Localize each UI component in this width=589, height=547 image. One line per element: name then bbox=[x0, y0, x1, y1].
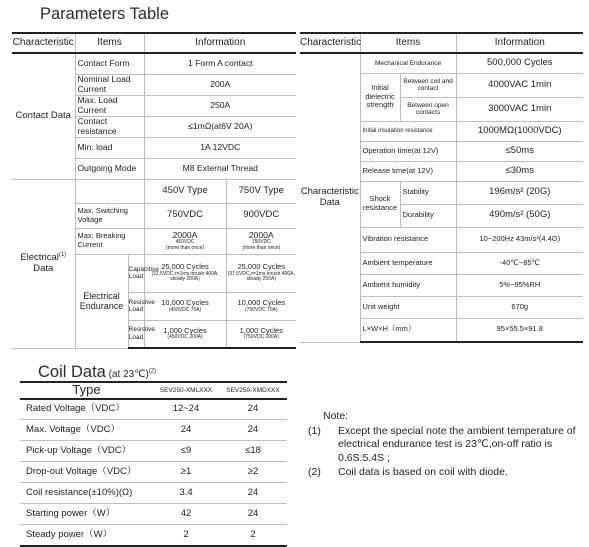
row-value-a: 42 bbox=[153, 504, 219, 525]
row-label: Nominal Load Current bbox=[75, 74, 144, 95]
table-row bbox=[20, 399, 287, 420]
row-value: 670g bbox=[456, 296, 583, 318]
row-label: Starting power（W） bbox=[20, 504, 153, 525]
row-value: ≤50ms bbox=[456, 141, 583, 161]
row-label: Ambient humidity bbox=[360, 274, 456, 296]
resistive1-750: 10,000 Cycles (750VDC 70A) bbox=[226, 292, 296, 320]
note-number: (1) bbox=[308, 424, 321, 437]
row-label: Max. Switching Voltage bbox=[75, 203, 144, 228]
table-row bbox=[20, 504, 287, 525]
coil-data-table bbox=[20, 381, 287, 547]
resistive2-450: 1,000 Cycles (450VDC 200A) bbox=[144, 320, 226, 348]
table-row bbox=[12, 179, 296, 203]
note-number: (2) bbox=[308, 465, 321, 478]
header-information: Information bbox=[456, 33, 583, 53]
row-label: Coil resistance(±10%)(Ω) bbox=[20, 483, 153, 504]
header-items: Items bbox=[360, 33, 456, 53]
note-item bbox=[308, 425, 586, 466]
row-value-b: 24 bbox=[219, 483, 287, 504]
resistive-load-label: Resistive Load bbox=[128, 292, 144, 320]
row-value: 490m/s² (50G) bbox=[456, 204, 583, 227]
table-row bbox=[20, 483, 287, 504]
row-value-b: 24 bbox=[219, 399, 287, 420]
note-item bbox=[308, 466, 586, 480]
row-label: Vibration resistance bbox=[360, 227, 456, 252]
row-label: Unit weight bbox=[360, 296, 456, 318]
row-value: 1A 12VDC bbox=[144, 137, 296, 158]
row-value-b: 24 bbox=[219, 420, 287, 441]
row-label: Drop-out Voltage（VDC） bbox=[20, 462, 153, 483]
row-label: Rated Voltage（VDC） bbox=[20, 399, 153, 420]
breaking-750: 2000A 750VDC (more than once) bbox=[226, 228, 296, 254]
table-row bbox=[12, 53, 296, 74]
row-label: Release time(at 12V) bbox=[360, 161, 456, 181]
row-value-b: 24 bbox=[219, 504, 287, 525]
row-value-a: 3.4 bbox=[153, 483, 219, 504]
table-row bbox=[300, 53, 583, 73]
row-label: Pick-up Voltage（VDC） bbox=[20, 441, 153, 462]
resistive2-750: 1,000 Cycles (750VDC 200A) bbox=[226, 320, 296, 348]
row-value: 1 Form A contact bbox=[144, 53, 296, 74]
parameters-title: Parameters Table bbox=[40, 5, 170, 23]
electrical-endurance-label: Electrical Endurance bbox=[75, 254, 128, 348]
characteristic-data-group: Characteristic Data bbox=[300, 53, 360, 342]
type-750: 750V Type bbox=[226, 179, 296, 203]
row-value-a: ≤9 bbox=[153, 441, 219, 462]
row-label: Between coil and contact bbox=[400, 73, 456, 97]
table-row bbox=[20, 462, 287, 483]
row-label: Between open contacts bbox=[400, 97, 456, 121]
right-parameters-table bbox=[300, 32, 583, 343]
type-450: 450V Type bbox=[144, 179, 226, 203]
breaking-450: 2000A 450VDC (more than once) bbox=[144, 228, 226, 254]
resistive1-450: 10,000 Cycles (450VDC 70A) bbox=[144, 292, 226, 320]
row-label: Min. load bbox=[75, 137, 144, 158]
shock-resistance-label: Shock resistance bbox=[360, 181, 400, 227]
type-header: Type bbox=[20, 382, 153, 399]
table-header-row bbox=[300, 33, 583, 53]
header-characteristic: Characteristic bbox=[12, 33, 75, 53]
row-value: M8 External Thread bbox=[144, 158, 296, 179]
model-a-header: SEV250-XMLXXX bbox=[153, 382, 219, 399]
row-label: Mechanical Endurance bbox=[360, 53, 456, 73]
row-value: 250A bbox=[144, 95, 296, 116]
table-row bbox=[20, 420, 287, 441]
table-header-row bbox=[12, 33, 296, 53]
row-label: Steady power（W） bbox=[20, 525, 153, 546]
model-b-header: SEV250-XMDXXX bbox=[219, 382, 287, 399]
row-value: ≤1mΩ(at6V 20A) bbox=[144, 116, 296, 137]
contact-data-group: Contact Data bbox=[12, 53, 75, 179]
table-row bbox=[20, 525, 287, 546]
row-label: Max. Breaking Current bbox=[75, 228, 144, 254]
blank-cell bbox=[75, 179, 144, 203]
row-value: 5%~95%RH bbox=[456, 274, 583, 296]
notes-title: Note: bbox=[323, 410, 349, 422]
row-value: 200A bbox=[144, 74, 296, 95]
row-label: Max. Load Current bbox=[75, 95, 144, 116]
switching-750: 900VDC bbox=[226, 203, 296, 228]
row-value-b: 2 bbox=[219, 525, 287, 546]
row-label: Max. Voltage（VDC） bbox=[20, 420, 153, 441]
coil-data-title: Coil Data (at 23℃)$^{(2)}$ bbox=[38, 363, 157, 381]
row-value: 3000VAC 1min bbox=[456, 97, 583, 121]
row-value: 4000VAC 1min bbox=[456, 73, 583, 97]
row-label: Stability bbox=[400, 181, 456, 204]
notes-section bbox=[308, 410, 586, 479]
row-value: 95×55.5×91.8 bbox=[456, 318, 583, 342]
row-value-a: ≥1 bbox=[153, 462, 219, 483]
row-label: Ambient temperature bbox=[360, 252, 456, 274]
row-value-b: ≥2 bbox=[219, 462, 287, 483]
row-value: ≤30ms bbox=[456, 161, 583, 181]
row-label: Initial insulation resistance bbox=[360, 121, 456, 141]
capacitive-450: 25,000 Cycles (22.5VDC,τ=1ms inrush 400A, steady 200A) bbox=[144, 254, 226, 292]
resistive-load-label: Resistive Load bbox=[128, 320, 144, 348]
capacitive-load-label: Capacitive Load bbox=[128, 254, 144, 292]
row-value: 1000MΩ(1000VDC) bbox=[456, 121, 583, 141]
row-value-a: 12~24 bbox=[153, 399, 219, 420]
row-label: Durability bbox=[400, 204, 456, 227]
row-value: 196m/s² (20G) bbox=[456, 181, 583, 204]
header-items: Items bbox=[75, 33, 144, 53]
row-label: L×W×H（mm） bbox=[360, 318, 456, 342]
row-value: 500,000 Cycles bbox=[456, 53, 583, 73]
row-label: Contact Form bbox=[75, 53, 144, 74]
table-header-row bbox=[20, 382, 287, 399]
electrical-data-group: Electrical$^{(1)}$ Data bbox=[12, 179, 75, 348]
switching-450: 750VDC bbox=[144, 203, 226, 228]
note-text: Coil data is based on coil with diode. bbox=[338, 465, 508, 478]
header-characteristic: Characteristic bbox=[300, 33, 360, 53]
row-value-a: 24 bbox=[153, 420, 219, 441]
row-label: Operation time(at 12V) bbox=[360, 141, 456, 161]
dielectric-strength-label: Initial dielectric strength bbox=[360, 73, 400, 121]
table-row bbox=[20, 441, 287, 462]
row-label: Outgoing Mode bbox=[75, 158, 144, 179]
row-label: Contact resistance bbox=[75, 116, 144, 137]
capacitive-750: 25,000 Cycles (37.5VDC,τ=1ms inrush 400A, steady 200A) bbox=[226, 254, 296, 292]
header-information: Information bbox=[144, 33, 296, 53]
row-value-b: ≤18 bbox=[219, 441, 287, 462]
row-value: 10~200Hz 43m/s²(4.4G) bbox=[456, 227, 583, 252]
row-value-a: 2 bbox=[153, 525, 219, 546]
left-parameters-table bbox=[12, 32, 296, 349]
note-text: Except the special note the ambient temperature of electrical endurance test is 23℃,on-off ratio is 0.6S:5.4S ; bbox=[338, 424, 576, 464]
row-value: -40℃~85℃ bbox=[456, 252, 583, 274]
